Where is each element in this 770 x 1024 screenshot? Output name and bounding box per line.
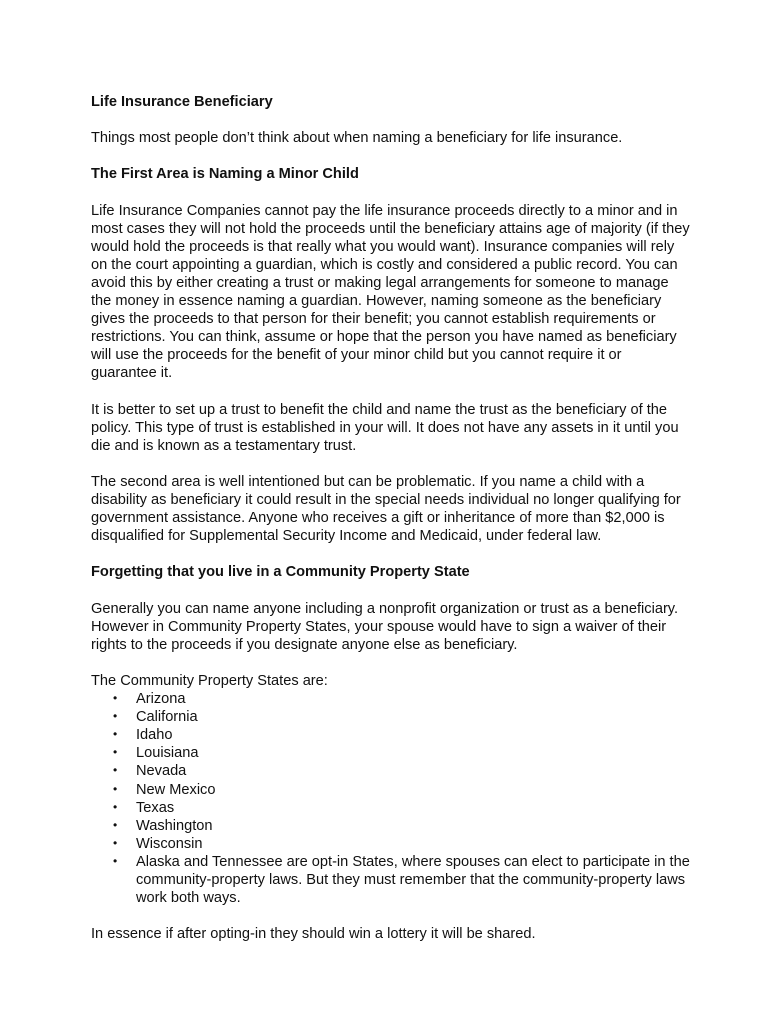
list-item <box>91 781 691 799</box>
list-item-text: Washington <box>136 817 213 834</box>
bullet-icon: • <box>113 691 118 706</box>
bullet-icon: • <box>113 709 118 724</box>
list-item <box>91 726 691 744</box>
list-item-text: Alaska and Tennessee are opt-in States, where spouses can elect to participate in the community-property laws. But they must remember that the community-property laws work both ways. <box>136 853 690 907</box>
states-list <box>91 690 691 907</box>
bullet-icon: • <box>113 781 118 796</box>
bullet-icon: • <box>113 817 118 832</box>
intro-paragraph: Things most people don’t think about when naming a beneficiary for life insurance. <box>91 130 623 147</box>
bullet-icon: • <box>113 853 118 868</box>
paragraph-community-property: Generally you can name anyone including a nonprofit organization or trust as a beneficiary. However in Community Property States, your spouse would have to sign a waiver of their rights to the proceeds if you designate anyone else as beneficiary. <box>91 600 679 653</box>
list-item <box>91 762 691 780</box>
bullet-icon: • <box>113 745 118 760</box>
list-item-text: Texas <box>136 799 175 816</box>
list-item <box>91 708 691 726</box>
list-item <box>91 817 691 835</box>
document-page <box>91 93 691 943</box>
paragraph-minor-child: Life Insurance Companies cannot pay the life insurance proceeds directly to a minor and in most cases they will not hold the proceeds until the beneficiary attains age of majority (if they would hold the proceeds is that really what you would want). Insurance companies will rely on the court appointing a guardian, which is costly and considered a public record. You can avoid this by either creating a trust or making legal arrangements for someone to manage the money in essence naming a guardian. However, naming someone as the beneficiary gives the proceeds to that person for their benefit; you cannot establish requirements or restrictions. You can think, assume or hope that the person you have named as beneficiary will use the proceeds for the benefit of your minor child but you cannot require it or guarantee it. <box>91 202 690 382</box>
bullet-icon: • <box>113 763 118 778</box>
list-item <box>91 690 691 708</box>
list-item <box>91 799 691 817</box>
list-item-text: New Mexico <box>136 781 216 798</box>
list-item-text: Nevada <box>136 763 187 780</box>
list-item-text: Idaho <box>136 727 173 744</box>
list-item <box>91 853 691 907</box>
list-item-text: Wisconsin <box>136 835 203 852</box>
document-title: Life Insurance Beneficiary <box>91 94 273 110</box>
heading-community-property: Forgetting that you live in a Community Property State <box>91 564 470 581</box>
paragraph-trust: It is better to set up a trust to benefit the child and name the trust as the beneficiary of the policy. This type of trust is established in your will. It does not have any assets in it until you die and is known as a testamentary trust. <box>91 401 679 454</box>
heading-minor-child: The First Area is Naming a Minor Child <box>91 166 359 183</box>
closing-paragraph: In essence if after opting-in they should win a lottery it will be shared. <box>91 926 536 943</box>
bullet-icon: • <box>113 835 118 850</box>
states-intro: The Community Property States are: <box>91 673 328 689</box>
bullet-icon: • <box>113 727 118 742</box>
list-item-text: California <box>136 709 198 726</box>
list-item-text: Louisiana <box>136 745 199 762</box>
list-item-text: Arizona <box>136 691 186 708</box>
paragraph-second-area: The second area is well intentioned but can be problematic. If you name a child with a disability as beneficiary it could result in the special needs individual no longer qualifying for government assistance. Anyone who receives a gift or inheritance of more than $2,000 is disqualified for Supplemental Security Income and Medicaid, under federal law. <box>91 473 681 545</box>
bullet-icon: • <box>113 799 118 814</box>
list-item <box>91 835 691 853</box>
list-item <box>91 744 691 762</box>
